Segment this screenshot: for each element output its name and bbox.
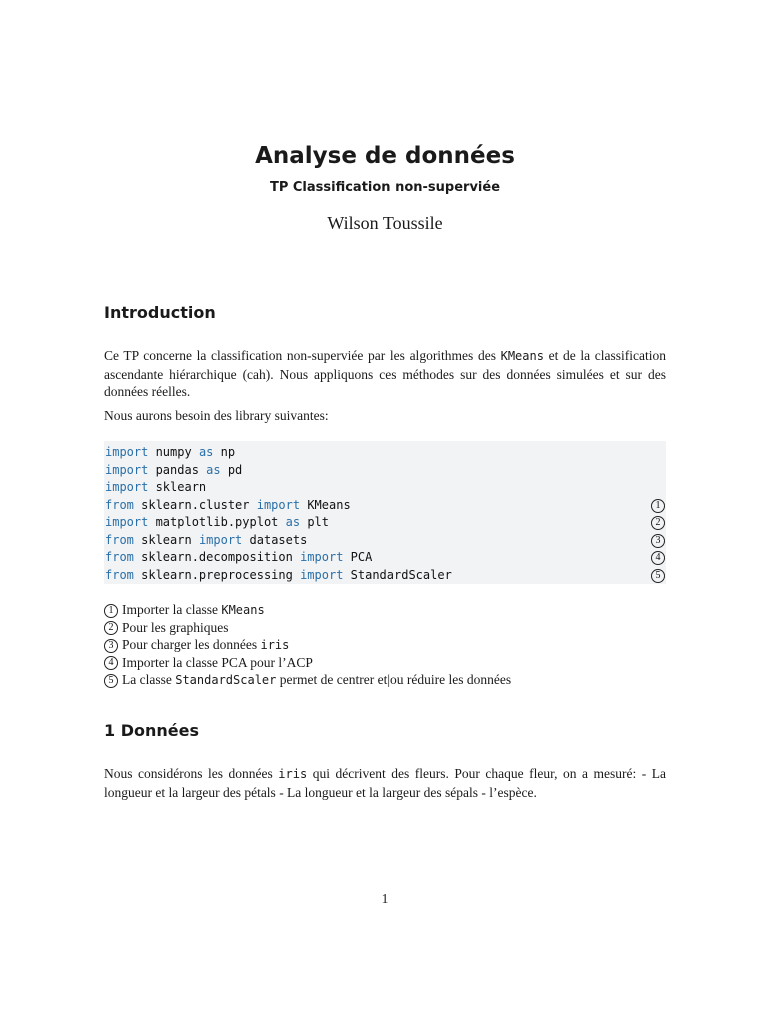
note-code: StandardScaler [175, 673, 277, 687]
section-1-text-a: Nous considérons les données [104, 766, 279, 781]
code-line [105, 567, 452, 585]
code-keyword: from [105, 550, 134, 564]
code-callout-marker: 4 [651, 551, 665, 565]
code-callout-marker: 3 [651, 534, 665, 548]
code-callout-marker: 2 [651, 516, 665, 530]
intro-p1-code: KMeans [500, 349, 544, 363]
code-text: sklearn.cluster [133, 497, 257, 512]
intro-paragraph-2: Nous aurons besoin des library suivantes: [104, 408, 329, 423]
code-note [104, 671, 666, 689]
note-callout-marker: 2 [104, 621, 118, 635]
code-text: sklearn [133, 532, 199, 547]
code-note [104, 636, 666, 654]
code-keyword: import [300, 567, 344, 582]
section-1-paragraph [104, 765, 666, 801]
code-keyword: as [206, 462, 221, 477]
code-keyword: import [105, 515, 149, 529]
code-text: KMeans [300, 497, 351, 512]
code-keyword: import [256, 497, 301, 512]
code-text: sklearn.decomposition [133, 550, 301, 564]
code-keyword: import [300, 550, 344, 564]
document-author: Wilson Toussile [327, 213, 443, 233]
code-keyword: import [105, 445, 149, 459]
code-note [104, 601, 666, 619]
intro-heading: Introduction [104, 303, 216, 322]
note-code: KMeans [221, 603, 265, 617]
code-callout-marker: 1 [651, 499, 665, 513]
code-text: sklearn [148, 480, 207, 494]
document-subtitle: TP Classification non-superviée [269, 180, 501, 195]
code-line [105, 514, 329, 532]
document-page [104, 0, 666, 1024]
code-note [104, 619, 666, 637]
note-callout-marker: 4 [104, 656, 118, 670]
section-1-heading: 1 Données [104, 721, 199, 740]
note-code: iris [260, 638, 290, 652]
code-keyword: import [198, 532, 243, 547]
code-text: StandardScaler [343, 567, 452, 582]
code-text: pd [220, 462, 243, 477]
section-1-code: iris [278, 767, 308, 781]
code-keyword: from [105, 497, 134, 512]
code-line [105, 549, 372, 567]
document-title: Analyse de données [255, 143, 515, 169]
code-keyword: from [105, 532, 134, 547]
note-callout-marker: 1 [104, 604, 118, 618]
code-keyword: from [105, 567, 134, 582]
code-text: np [213, 445, 236, 459]
code-line [105, 479, 206, 497]
note-text: Importer la classe [122, 602, 222, 617]
code-keyword: as [198, 445, 214, 459]
note-text: permet de centrer et|ou réduire les données [276, 672, 512, 687]
code-line [105, 532, 307, 550]
code-line [105, 497, 351, 515]
code-line [105, 444, 235, 462]
code-text: numpy [148, 445, 199, 459]
page-number: 1 [381, 891, 389, 906]
code-note [104, 654, 666, 672]
section-1-text-b: qui décrivent des fleurs. Pour chaque fleur, on a mesuré: - La longueur et la largeur des pétals - La longueur et la largeur des sépals - l’espèce. [104, 766, 666, 800]
intro-paragraph-1 [104, 347, 666, 401]
code-text: sklearn.preprocessing [133, 567, 301, 582]
code-block [104, 441, 666, 584]
code-keyword: as [285, 515, 301, 529]
intro-p1-text-b: et de la classification ascendante hiérarchique (cah). Nous appliquons ces méthodes sur des données simulées et sur des données réelles. [104, 348, 667, 399]
code-text: PCA [343, 550, 373, 564]
code-line [105, 462, 242, 480]
code-text: datasets [242, 532, 308, 547]
code-text: plt [300, 515, 329, 529]
note-text: La classe [122, 672, 176, 687]
code-text: pandas [148, 462, 207, 477]
note-text: Importer la classe PCA pour l’ACP [122, 654, 313, 670]
code-text: matplotlib.pyplot [148, 515, 286, 529]
code-callout-marker: 5 [651, 569, 665, 583]
note-callout-marker: 3 [104, 639, 118, 653]
note-text: Pour charger les données [122, 637, 261, 652]
note-callout-marker: 5 [104, 674, 118, 688]
code-keyword: import [105, 462, 149, 477]
code-keyword: import [105, 480, 149, 494]
intro-p1-text-a: Ce TP concerne la classification non-superviée par les algorithmes des [104, 348, 501, 363]
code-notes-list [104, 601, 666, 689]
note-text: Pour les graphiques [122, 619, 229, 635]
